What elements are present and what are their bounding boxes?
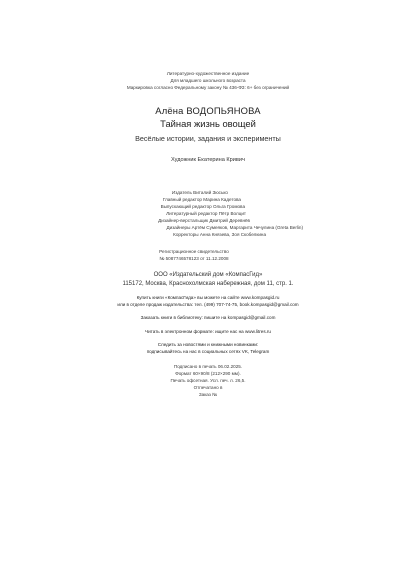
staff-line: Дизайнер-верстальщик Дмитрий Деревнёв [158, 218, 250, 223]
library-line: Заказать книги в библиотеку: пишите на kompasgid@gmail.com [140, 315, 276, 320]
staff-line: Главный редактор Марина Кадетова [162, 197, 241, 202]
artist-credit: Художник Екатерина Кривич [171, 157, 245, 163]
staff-line: Выпускающий редактор Ольга Громова [160, 204, 245, 209]
publisher-address: 115172, Москва, Краснохолмская набережная, дом 11, стр. 1. [122, 281, 294, 287]
print-line: Заказ № [198, 392, 218, 397]
news-line-1: Следить за новостями и книжными новинками: [157, 342, 259, 347]
staff-line: Издатель Виталий Зюсько [171, 190, 228, 195]
marking-line: Маркировка согласно Федеральному закону № 436-ФЗ: 6+ без ограничений [126, 85, 290, 90]
publisher-name: ООО «Издательский дом «КомпасГид» [153, 272, 263, 278]
print-line: Печать офсетная. Усл. печ. л. 26,5. [170, 378, 246, 383]
news-line-2: подписывайтесь на нас в социальных сетях VK, Telegram [146, 349, 270, 354]
print-line: Отпечатано в [193, 385, 223, 390]
buy-line-2: или в отделе продаж издательства: тел. (499) 707-74-75, book.kompasgid@gmail.com [117, 302, 299, 307]
staff-line: Корректоры Анна Князева, Зоя Скобелкина [173, 232, 266, 237]
genre-line: Литературно-художественное издание [166, 71, 250, 76]
print-line: Подписано в печать 06.02.2025. [173, 364, 243, 369]
book-title: Тайная жизнь овощей [160, 118, 256, 129]
registration-number: № 5087746578123 от 11.12.2008 [159, 256, 229, 261]
buy-line-1: Купить книги «КомпасГида» вы можете на сайте www.kompasgid.ru [136, 295, 280, 300]
ebook-line: Читать в электронном формате: ищите нас на www.litres.ru [145, 329, 271, 334]
book-subtitle: Весёлые истории, задания и эксперименты [135, 134, 281, 143]
registration-label: Регистрационное свидетельство [159, 249, 229, 254]
staff-line: Литературный редактор Пётр Волцит [166, 211, 246, 216]
staff-line: Дизайнеры Артём Сумеяков, Маргарита Чечулина (Greta Berlin) [166, 225, 303, 230]
age-line: Для младшего школьного возраста [170, 78, 246, 83]
print-line: Формат 60×90/8 (212×290 мм). [175, 371, 241, 376]
author-name: Алёна ВОДОПЬЯНОВА [155, 105, 261, 116]
